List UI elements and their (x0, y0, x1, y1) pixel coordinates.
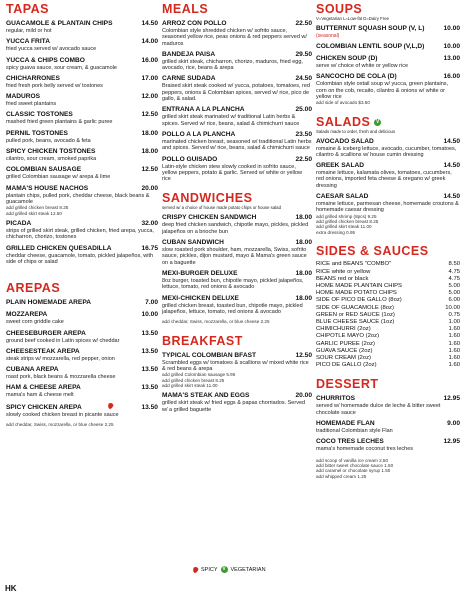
menu-item (6, 299, 158, 307)
side-item (316, 355, 460, 362)
menu-item-price: 10.00 (443, 43, 460, 50)
side-item-price: 1.60 (448, 340, 460, 347)
menu-item (316, 395, 460, 416)
menu-item-name: YUCCA & CHIPS COMBO (6, 56, 85, 64)
menu-item-row (162, 20, 312, 28)
side-item (316, 269, 460, 276)
menu-item-desc: regular, mild or hot (6, 28, 52, 34)
soups-note: V=Vegetarian L=Low-fat D=Dairy Free (316, 16, 389, 21)
menu-item-price: 13.50 (141, 366, 158, 374)
menu-item-row (316, 438, 460, 446)
menu-item-desc: steak strips w/ mozzarella, red pepper, onion (6, 355, 115, 362)
salads-note: Salads made to order, fresh and delicious (316, 128, 396, 134)
tapas-list (6, 20, 158, 265)
menu-item-row (162, 51, 312, 59)
menu-item-name: CHEESEBURGER AREPA (6, 329, 86, 337)
menu-item-row (6, 403, 158, 412)
menu-item-row (6, 38, 158, 46)
section-title-sides: SIDES & SAUCES (316, 244, 429, 259)
menu-item-price: 18.00 (295, 294, 312, 302)
menu-item-name: TYPICAL COLOMBIAN BFAST (162, 351, 257, 359)
side-item-name: GREEN or RED SAUCE (1oz) (316, 311, 395, 318)
menu-item-name: BANDEJA PAISA (162, 50, 216, 58)
menu-item-desc: sweet corn griddle cake (6, 319, 64, 326)
menu-item-desc: fried sweet plantains (6, 101, 57, 108)
menu-item-desc: pulled pork, beans, avocado & feta (6, 137, 91, 144)
menu-item-row (316, 193, 460, 201)
menu-item (316, 138, 460, 159)
menu-item (6, 38, 158, 52)
section-title-dessert: DESSERT (316, 377, 379, 392)
side-item (316, 319, 460, 326)
column-right (316, 2, 460, 479)
menu-item-row (6, 57, 158, 65)
section-title-breakfast: BREAKFAST (162, 333, 243, 348)
menu-item-desc: mama's ham & cheese melt (6, 392, 74, 399)
sandwiches-list (162, 214, 312, 315)
menu-item-price: 24.50 (295, 75, 312, 83)
menu-item (6, 348, 158, 362)
menu-item-desc: slowly cooked chicken breast in picante sauce (6, 411, 119, 418)
menu-item (6, 20, 158, 34)
menu-item-desc: romaine lettuce, parmesan cheese, homemade croutons & homemade caesar dressing (316, 201, 459, 214)
side-item-price: 4.75 (448, 275, 460, 282)
menu-item (6, 330, 158, 344)
sandwiches-note: served w/ a choice of house made potato chips or house salad (162, 205, 281, 211)
menu-item-name: BUTTERNUT SQUASH SOUP (V, L) (316, 25, 425, 32)
side-item (316, 362, 460, 369)
side-item (316, 312, 460, 319)
menu-item-price: 9.00 (447, 419, 460, 427)
menu-item-price: 18.00 (295, 269, 312, 277)
menu-item-row (162, 295, 312, 303)
menu-item (316, 73, 460, 105)
menu-item-name: CHEESESTEAK AREPA (6, 347, 80, 355)
menu-item-desc: fried yucca served w/ avocado sauce (6, 46, 97, 53)
side-item (316, 261, 460, 268)
menu-item (6, 57, 158, 71)
menu-item (6, 148, 158, 162)
side-item (316, 283, 460, 290)
menu-item-desc: grilled chicken breast, toasted bun, chipotle mayo, pickled jalapeños, lettuce, tomato, red onions & avocado (162, 302, 303, 315)
menu-item-price: 14.50 (443, 193, 460, 201)
side-item-name: HOME MADE POTATO CHIPS (316, 290, 397, 297)
menu-item-row (162, 392, 312, 400)
menu-item-name: GREEK SALAD (316, 162, 364, 170)
side-item-name: CHIPOTLE MAYO (2oz) (316, 333, 380, 340)
menu-item-row (162, 239, 312, 247)
menu-item-name: CHICKEN SOUP (D) (316, 55, 378, 62)
side-item-price: 1.60 (448, 347, 460, 354)
menu-item-name: CUBAN SANDWICH (162, 239, 224, 247)
menu-item-addon: add grilled skirt steak 11.00 (162, 382, 218, 388)
menu-item-price: 12.95 (443, 438, 460, 446)
menu-item-row (6, 366, 158, 374)
dessert-list (316, 395, 460, 452)
legend (192, 566, 266, 573)
menu-item-row (162, 156, 312, 164)
menu-item-name: PICADA (6, 220, 32, 228)
menu-item-price: 32.00 (141, 220, 158, 228)
menu-item-addon: add grilled skirt steak 12.50 (6, 210, 62, 216)
menu-item-addon: add side of avocado $3.50 (316, 100, 370, 106)
menu-item-row (162, 75, 312, 83)
menu-item-price: 13.50 (141, 403, 158, 411)
menu-item-desc: traditional Colombian style Flan (316, 427, 393, 434)
menu-item-row (316, 395, 460, 403)
side-item-name: RICE and BEANS "COMBO" (316, 261, 392, 268)
menu-item-desc: strips of grilled skirt steak, grilled chicken, fried arepa, yucca, chicharron, chorizo, tostones (6, 228, 154, 241)
menu-item (316, 420, 460, 434)
side-item-name: GUAVA SAUCE (2oz) (316, 347, 373, 354)
menu-item-name: GUACAMOLE & PLANTAIN CHIPS (6, 20, 113, 27)
spicy-chili-icon (107, 402, 114, 409)
menu-item-price: 13.50 (141, 329, 158, 337)
menu-item-price: 29.50 (295, 50, 312, 58)
section-title-tapas: TAPAS (6, 2, 50, 16)
vegetarian-leaf-icon: V (222, 566, 226, 572)
menu-item-desc: served w/ homemade dulce de leche & bitter sweet chocolate sauce (316, 403, 441, 416)
menu-item-name: ARROZ CON POLLO (162, 20, 227, 27)
menu-item-price: 14.50 (443, 137, 460, 145)
vegetarian-leaf-icon: V (375, 118, 380, 125)
menu-item-name: PLAIN HOMEMADE AREPA (6, 299, 91, 307)
side-item-price: 10.00 (445, 304, 460, 311)
menu-item (162, 131, 312, 152)
menu-item-desc: mama's homemade coconut tres leches (316, 446, 414, 453)
menu-item-desc: spicy guava sauce, sour cream, & guacamole (6, 64, 117, 71)
menu-item (162, 20, 312, 47)
side-item-name: SIDE OF PICO DE GALLO (8oz) (316, 297, 402, 304)
menu-item-name: SPICY CHICKEN AREPA (6, 403, 82, 411)
menu-item-row (316, 25, 460, 33)
menu-item-price: 18.00 (295, 214, 312, 222)
side-item-price: 0.75 (448, 311, 460, 318)
column-left (6, 2, 158, 427)
menu-item-name: SPICY CHICKEN TOSTONES (6, 148, 96, 156)
menu-item-price: 16.00 (443, 73, 460, 81)
section-title-salads (316, 115, 460, 129)
menu-item-row (6, 130, 158, 138)
menu-item-row (162, 214, 312, 222)
menu-item-desc: Scrambled eggs w/ tomatoes & scallions w/ mixed white rice & red beans & arepa (162, 359, 309, 372)
menu-item (6, 93, 158, 107)
menu-item-row (316, 73, 460, 81)
menu-item-price: 23.50 (295, 130, 312, 138)
legend-spicy-label: SPICY (201, 566, 218, 573)
menu-item-row (162, 131, 312, 139)
menu-item-price: 25.00 (295, 106, 312, 114)
menu-item-row (6, 166, 158, 174)
menu-item-name: MADUROS (6, 93, 41, 101)
menu-item (6, 384, 158, 398)
menu-item-addon: extra dressing 0.95 (316, 229, 356, 235)
menu-item-row (316, 138, 460, 146)
corner-code: HK (5, 584, 17, 593)
menu-item-row (6, 245, 158, 253)
menu-item-price: 12.50 (295, 351, 312, 359)
menu-item-price: 20.00 (295, 392, 312, 400)
menu-item-row (162, 270, 312, 278)
menu-item-desc: serve w/ choice of white or yellow rice (316, 63, 409, 69)
menu-item-desc: marinated chicken breast, seasoned w/ traditional Latin herbs and spices. Served w/ rice, beans, salad & chimichurri sauce (162, 138, 312, 152)
side-item-name: BEANS red or black (316, 275, 369, 282)
menu-item-row (6, 111, 158, 119)
menu-item-row (316, 55, 460, 63)
menu-item-price: 14.00 (141, 38, 158, 46)
menu-item-name: POLLO GUISADO (162, 155, 218, 163)
menu-item-price: 22.50 (295, 20, 312, 27)
menu-item-price: 10.00 (443, 25, 460, 32)
menu-item-price: 13.00 (443, 55, 460, 62)
sides-list (316, 261, 460, 369)
legend-vegetarian-label: VEGETARIAN (230, 566, 266, 573)
menu-item-desc: Colombian style oxtail soup w/ yucca, green plantains, corn on the cob, recaito, cilantro & onions w/ white or yellow rice (316, 81, 449, 100)
side-item-name: CHIMICHURRI (2oz) (316, 326, 371, 333)
side-item-name: HOME MADE PLANTAIN CHIPS (316, 282, 402, 289)
menu-item-desc: romaine lettuce, kalamata olives, tomatoes, cucumbers, red onions, imported feta cheese & oregano w/ greek dressing (316, 170, 452, 189)
dessert-addons (316, 458, 460, 480)
menu-item-name: GRILLED CHICKEN QUESADILLA (6, 244, 112, 252)
menu-item-addon: add grilled skirt steak 11.00 (316, 224, 372, 230)
side-item-price: 4.75 (448, 268, 460, 275)
menu-item-row (162, 106, 312, 114)
side-item-price: 1.60 (448, 362, 460, 369)
menu-item-price: 13.50 (141, 347, 158, 355)
menu-item-price: 14.50 (141, 20, 158, 27)
menu-item-desc: fried fresh pork belly served w/ tostones (6, 82, 103, 89)
spicy-chili-icon (192, 566, 199, 573)
side-item-name: GARLIC PUREE (2oz) (316, 340, 375, 347)
menu-item-name: COLOMBIAN LENTIL SOUP (V,L,D) (316, 43, 425, 50)
side-item-price: 6.00 (448, 297, 460, 304)
side-item (316, 326, 460, 333)
menu-item-price: 12.95 (443, 395, 460, 403)
menu-item-name: CHURRITOS (316, 395, 356, 403)
menu-item-desc: 8oz burger, toasted bun, chipotle mayo, pickled jalapeños, lettuce, tomato, red onions & avocado (162, 277, 304, 291)
side-item-price: 5.00 (448, 290, 460, 297)
menu-item-name: YUCCA FRITA (6, 38, 50, 46)
menu-item (162, 392, 312, 413)
menu-item (162, 239, 312, 266)
salads-title-text: SALADS (316, 114, 371, 129)
menu-item-name: CUBANA AREPA (6, 366, 59, 374)
menu-item-name: ENTRANA A LA PLANCHA (162, 106, 245, 114)
menu-item-name: MEXI-BURGER DELUXE (162, 269, 238, 277)
menu-item (6, 403, 158, 418)
arepas-footnote: add cheddar, Swiss, mozzarella, or blue cheese 2.25 (6, 422, 114, 428)
menu-item (316, 43, 460, 51)
sandwiches-footnote: add cheddar, Swiss, mozzarella, or blue cheese 2.25 (162, 319, 270, 325)
menu-item-desc: grilled Colombian sausage w/ arepa & lime (6, 174, 111, 181)
menu-item-price: 22.50 (295, 155, 312, 163)
side-item (316, 276, 460, 283)
menu-item-price: 13.50 (141, 384, 158, 392)
meals-list (162, 20, 312, 182)
menu-item-price: 12.50 (141, 111, 158, 119)
menu-item-row (316, 420, 460, 428)
menu-item-desc: deep fried chicken sandwich, chipotle mayo, pickles, pickled jalapeños on a brioche bun (162, 222, 309, 235)
section-title-meals: MEALS (162, 2, 209, 16)
arepas-list (6, 299, 158, 418)
menu-item (316, 25, 460, 39)
menu-item-price: 14.50 (443, 162, 460, 170)
menu-item-row (6, 330, 158, 338)
menu-item-name: COCO TRES LECHES (316, 438, 384, 446)
menu-item-name: MAMA'S STEAK AND EGGS (162, 392, 250, 400)
menu-item-label: (seasonal) (316, 33, 340, 39)
menu-item-name: CRISPY CHICKEN SANDWICH (162, 214, 257, 222)
menu-item (6, 111, 158, 125)
menu-item-price: 12.50 (141, 166, 158, 174)
menu-item-row (162, 352, 312, 360)
side-item-price: 1.00 (448, 318, 460, 325)
side-item-price: 1.60 (448, 326, 460, 333)
side-item-name: BLUE CHEESE SAUCE (1oz) (316, 318, 395, 325)
side-item (316, 305, 460, 312)
side-item (316, 297, 460, 304)
menu-item-row (316, 162, 460, 170)
dessert-addon: add bitter sweet chocolate sauce 1.50 (316, 462, 394, 468)
menu-item-desc: ground beef cooked in Latin spices w/ cheddar (6, 337, 120, 344)
menu-item-desc: plantain chips, pulled pork, cheddar cheese, black beans & guacamole (6, 192, 150, 205)
menu-item-name: CARNE SUDADA (162, 75, 216, 83)
menu-item (316, 55, 460, 69)
section-title-sandwiches: SANDWICHES (162, 191, 253, 206)
dessert-addon: add whipped cream 1.25 (316, 473, 367, 479)
menu-item-row (6, 220, 158, 228)
menu-item-name: AVOCADO SALAD (316, 137, 374, 145)
menu-item-row (6, 348, 158, 356)
menu-item-addon: add grilled Colombian sausage 5.95 (162, 372, 236, 378)
side-item-price: 8.50 (448, 261, 460, 268)
menu-item-desc: Colombian style shredded chicken w/ sofrito sauce, seasoned yellow rice, peas onions & red peppers served w/ maduros (162, 28, 307, 47)
dessert-addon: add caramel or chocolate syrup 1.50 (316, 468, 391, 474)
menu-item-price: 18.00 (141, 129, 158, 137)
menu-item-row (6, 384, 158, 392)
menu-item-row (6, 185, 158, 193)
menu-item (6, 185, 158, 216)
menu-item-name: POLLO A LA PLANCHA (162, 130, 236, 138)
menu-item-desc: grilled skirt steak, chicharron, chorizo, maduros, fried egg, avocado, rice, beans & arepa (162, 58, 303, 72)
menu-item (162, 295, 312, 316)
side-item-name: RICE white or yellow (316, 268, 371, 275)
menu-item-desc: roast pork, black beans & mozzarella cheese (6, 374, 116, 381)
section-title-arepas: AREPAS (6, 281, 61, 296)
menu-item-price: 16.00 (141, 56, 158, 64)
side-item-price: 5.00 (448, 282, 460, 289)
menu-item (6, 311, 158, 325)
menu-item-price: 7.00 (145, 299, 158, 307)
menu-item-addon: add grilled chicken breast 8.25 (162, 377, 225, 383)
menu-item (162, 214, 312, 235)
side-item (316, 333, 460, 340)
menu-item (162, 156, 312, 183)
soups-list (316, 25, 460, 106)
menu-item (162, 75, 312, 102)
menu-item (6, 220, 158, 241)
side-item-name: SIDE OF GUACAMOLE (8oz) (316, 304, 394, 311)
menu-item (162, 106, 312, 127)
menu-item-name: HAM & CHEESE AREPA (6, 384, 81, 392)
menu-item-desc: cilantro, sour cream, smoked paprika (6, 156, 97, 163)
menu-item-desc: grilled skirt steak marinated w/ traditional Latin herbs & spices. Served w/ rice, beans, salad & chimichurri sauce (162, 114, 300, 127)
side-item (316, 290, 460, 297)
menu-item-name: MEXI-CHICKEN DELUXE (162, 294, 239, 302)
side-item (316, 348, 460, 355)
menu-item-name: CHICHARRONES (6, 74, 60, 82)
menu-item-name: CAESAR SALAD (316, 193, 369, 201)
menu-item-name: HOMEMADE FLAN (316, 419, 375, 427)
menu-item (316, 193, 460, 235)
menu-item-price: 17.00 (141, 74, 158, 82)
menu-item (6, 366, 158, 380)
menu-item-desc: romaine & iceberg lettuce, avocado, cucumber, tomatoes, cilantro & scallions w/ house cumin dressing (316, 145, 457, 158)
menu-item-price: 12.00 (141, 93, 158, 101)
menu-item-row (6, 20, 158, 28)
menu-item-desc: cheddar cheese, guacamole, tomato, pickled jalapeños, with side of chips or salad (6, 252, 154, 265)
menu-item-price: 16.75 (141, 244, 158, 252)
section-title-soups: SOUPS (316, 2, 363, 16)
menu-item (316, 438, 460, 452)
menu-item-price: 18.00 (141, 148, 158, 156)
side-item-name: PICO DE GALLO (2oz) (316, 362, 377, 369)
menu-item-row (6, 299, 158, 307)
menu-item-name: CLASSIC TOSTONES (6, 111, 73, 119)
menu-item-price: 18.00 (295, 239, 312, 247)
menu-item-row (6, 148, 158, 156)
menu-item-desc: grilled skirt steak w/ fried eggs & papas chorriados. Served w/ a grilled baguette (162, 400, 306, 413)
menu-item-price: 10.00 (141, 311, 158, 319)
menu-item-addon: add grilled shrimp (8pcs) 9.25 (316, 213, 377, 219)
menu-item-name: PERNIL TOSTONES (6, 129, 68, 137)
menu-item-row (316, 43, 460, 51)
menu-item-name: MOZZAREPA (6, 311, 48, 319)
side-item-price: 1.60 (448, 354, 460, 361)
menu-item (6, 75, 158, 89)
menu-item-name: SANCOCHO DE COLA (D) (316, 73, 397, 81)
menu-item (162, 51, 312, 72)
dessert-addon: add scoop of vanilla ice cream 2.50 (316, 457, 389, 463)
column-middle (162, 2, 312, 413)
salads-list (316, 138, 460, 236)
side-item-name: SOUR CREAM (2oz) (316, 354, 371, 361)
menu-item (6, 245, 158, 266)
menu-item-price: 20.00 (141, 184, 158, 192)
menu-item-name: COLOMBIAN SAUSAGE (6, 166, 82, 174)
side-item (316, 341, 460, 348)
menu-item-row (6, 93, 158, 101)
breakfast-list (162, 352, 312, 413)
menu-item (6, 130, 158, 144)
menu-item (162, 270, 312, 291)
menu-item-desc: mashed fried green plantains & garlic puree (6, 119, 113, 126)
menu-item-row (6, 311, 158, 319)
menu-item (6, 166, 158, 180)
menu-item-desc: slow roasted pork shoulder, ham, mozzarella, Swiss, sofrito sauce, pickles, dijon mustard, mayo & Mama's green sauce on a baguette (162, 247, 307, 266)
menu-item-addon: add grilled chicken breast 8.25 (316, 219, 379, 225)
menu-item-desc: Braised skirt steak cooked w/ yucca, potatoes, tomatoes, red peppers, onions & Colombian spices, served w/ rice, pico de gallo, & salad. (162, 83, 310, 103)
menu-item-addon: add grilled chicken breast 8.25 (6, 205, 69, 211)
menu-item-name: MAMA'S HOUSE NACHOS (6, 184, 89, 192)
menu-item-row (6, 75, 158, 83)
menu-item-desc: Latin-style chicken stew slowly cooked in sofrito sauce, yellow peppers, potato & garlic. Served w/ white or yellow rice (162, 163, 303, 183)
menu-item (316, 162, 460, 189)
menu-item (162, 352, 312, 389)
side-item-price: 1.60 (448, 333, 460, 340)
